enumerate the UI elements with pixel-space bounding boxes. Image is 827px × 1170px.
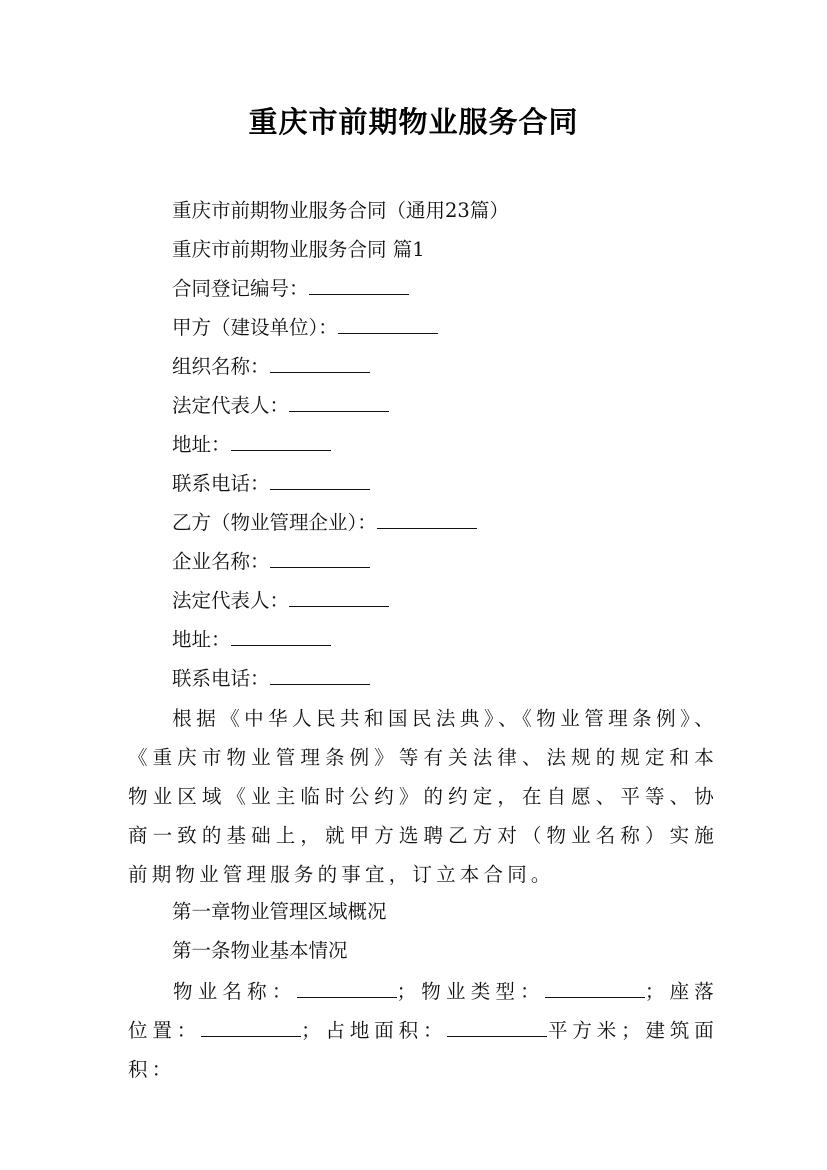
party-b-address-blank: [231, 627, 331, 646]
land-area-label: ；占地面积：: [301, 1019, 448, 1042]
party-a-org-label: 组织名称：: [172, 355, 270, 378]
party-a-phone-label: 联系电话：: [172, 472, 270, 495]
party-b-org-blank: [270, 549, 370, 568]
registration-blank: [309, 276, 409, 295]
party-b-label: 乙方（物业管理企业）：: [172, 511, 377, 534]
property-type-blank: [545, 979, 645, 998]
party-a-address-label: 地址：: [172, 433, 231, 456]
party-a-org-line: [172, 354, 370, 380]
party-b-rep-line: [172, 588, 389, 614]
party-a-rep-line: [172, 393, 389, 419]
party-b-address-label: 地址：: [172, 628, 231, 651]
chapter-heading: 第一章物业管理区域概况: [172, 900, 387, 923]
party-b-line: [172, 510, 477, 536]
party-a-rep-label: 法定代表人：: [172, 394, 290, 417]
registration-label: 合同登记编号：: [172, 277, 309, 300]
party-b-phone-line: [172, 666, 370, 692]
contract-registration-line: [172, 276, 409, 302]
document-title: 重庆市前期物业服务合同: [248, 105, 579, 139]
party-a-phone-line: [172, 471, 370, 497]
party-b-blank: [377, 510, 477, 529]
party-a-line: [172, 315, 438, 341]
party-b-phone-label: 联系电话：: [172, 667, 270, 690]
party-a-address-blank: [231, 432, 331, 451]
party-b-rep-blank: [289, 588, 389, 607]
party-b-address-line: [172, 627, 331, 653]
document-subtitle: 重庆市前期物业服务合同（通用23篇）: [172, 199, 509, 222]
party-a-blank: [338, 315, 438, 334]
party-a-label: 甲方（建设单位）：: [172, 316, 338, 339]
party-a-rep-blank: [289, 393, 389, 412]
land-area-blank: [447, 1018, 547, 1037]
party-a-org-blank: [270, 354, 370, 373]
party-b-rep-label: 法定代表人：: [172, 589, 290, 612]
article-heading: 第一条物业基本情况: [172, 939, 348, 962]
building-area-label: 平方米；建筑面积：: [128, 1019, 718, 1081]
property-name-label: 物业名称：: [172, 980, 297, 1003]
party-b-org-label: 企业名称：: [172, 550, 270, 573]
preamble-text: 根据《中华人民共和国民法典》、《物业管理条例》、《重庆市物业管理条例》等有关法律、法规的规定和本物业区域《业主临时公约》的约定，在自愿、平等、协商一致的基础上，就甲方选聘乙方对（物业名称）实施前期物业管理服务的事宜，订立本合同。: [128, 707, 718, 886]
property-name-blank: [297, 979, 397, 998]
property-type-label: ；物业类型：: [396, 980, 545, 1003]
party-a-address-line: [172, 432, 331, 458]
property-info-paragraph: [128, 972, 718, 1089]
party-a-phone-blank: [270, 471, 370, 490]
preamble-paragraph: [128, 699, 718, 894]
location-blank: [201, 1018, 301, 1037]
party-b-phone-blank: [270, 666, 370, 685]
location-label: ；座落位置：: [128, 980, 718, 1042]
party-b-org-line: [172, 549, 370, 575]
part-heading: 重庆市前期物业服务合同 篇1: [172, 238, 425, 261]
